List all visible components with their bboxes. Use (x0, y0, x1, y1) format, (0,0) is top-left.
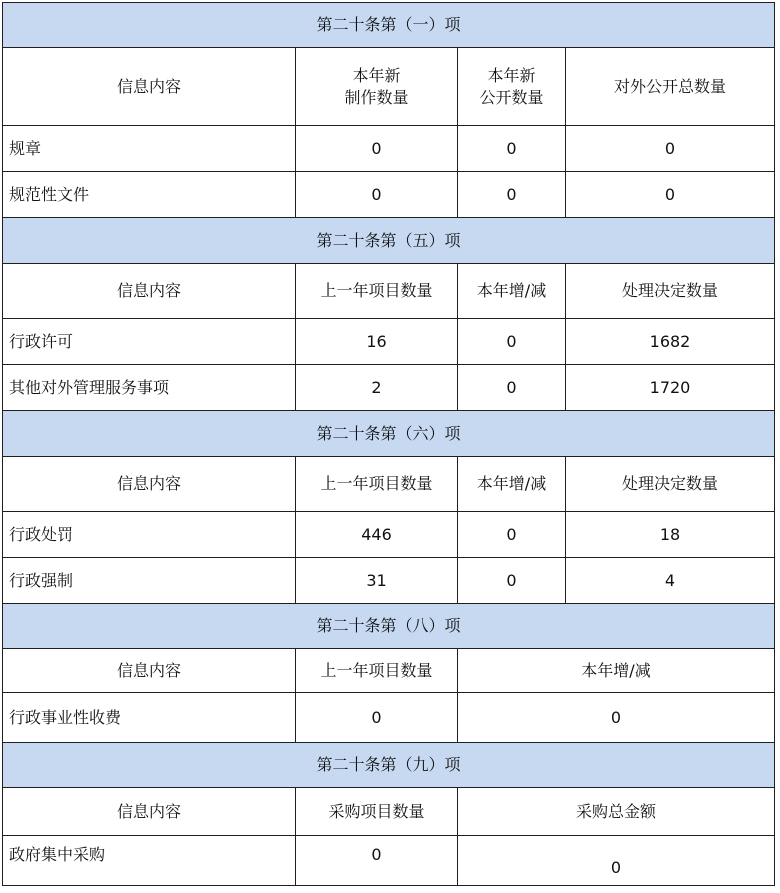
column-header-prior-year-count: 上一年项目数量 (296, 457, 458, 512)
cell-value: 0 (458, 365, 566, 411)
cell-value: 0 (458, 836, 775, 886)
column-header-decision-count: 处理决定数量 (566, 264, 775, 319)
section-header-row (3, 604, 775, 649)
column-header-change: 本年增/减 (458, 649, 775, 693)
column-header-content: 信息内容 (3, 457, 296, 512)
section-header-row (3, 3, 775, 48)
table-row (3, 512, 775, 558)
table-row (3, 365, 775, 411)
row-label: 政府集中采购 (3, 836, 296, 886)
cell-value: 0 (458, 172, 566, 218)
section-title: 第二十条第（五）项 (3, 218, 775, 264)
column-header-change: 本年增/减 (458, 264, 566, 319)
column-header-content: 信息内容 (3, 264, 296, 319)
row-label: 行政事业性收费 (3, 693, 296, 743)
cell-value: 1720 (566, 365, 775, 411)
column-header-decision-count: 处理决定数量 (566, 457, 775, 512)
cell-value: 0 (458, 558, 566, 604)
cell-value: 0 (296, 693, 458, 743)
cell-value: 0 (458, 693, 775, 743)
row-label: 其他对外管理服务事项 (3, 365, 296, 411)
section-title: 第二十条第（九）项 (3, 743, 775, 788)
cell-value: 16 (296, 319, 458, 365)
column-header-new-published: 本年新 公开数量 (458, 48, 566, 126)
cell-value: 0 (458, 512, 566, 558)
cell-value: 18 (566, 512, 775, 558)
cell-value: 0 (296, 836, 458, 886)
section-title: 第二十条第（一）项 (3, 3, 775, 48)
table-row (3, 319, 775, 365)
disclosure-table (2, 2, 775, 886)
cell-value: 4 (566, 558, 775, 604)
column-header-row (3, 649, 775, 693)
cell-value: 2 (296, 365, 458, 411)
row-label: 规章 (3, 126, 296, 172)
cell-value: 0 (566, 126, 775, 172)
column-header-change: 本年增/减 (458, 457, 566, 512)
section-header-row (3, 743, 775, 788)
row-label: 行政强制 (3, 558, 296, 604)
section-header-row (3, 411, 775, 457)
column-header-content: 信息内容 (3, 649, 296, 693)
column-header-row (3, 264, 775, 319)
column-header-prior-year-count: 上一年项目数量 (296, 264, 458, 319)
column-header-prior-year-count: 上一年项目数量 (296, 649, 458, 693)
column-header-content: 信息内容 (3, 48, 296, 126)
cell-value: 0 (458, 126, 566, 172)
cell-value: 1682 (566, 319, 775, 365)
cell-value: 0 (296, 172, 458, 218)
column-header-content: 信息内容 (3, 788, 296, 836)
column-header-new-produced: 本年新 制作数量 (296, 48, 458, 126)
column-header-row (3, 788, 775, 836)
column-header-purchase-count: 采购项目数量 (296, 788, 458, 836)
section-header-row (3, 218, 775, 264)
cell-value: 0 (566, 172, 775, 218)
table-row (3, 172, 775, 218)
table-row (3, 126, 775, 172)
row-label: 行政许可 (3, 319, 296, 365)
section-title: 第二十条第（六）项 (3, 411, 775, 457)
table-row (3, 836, 775, 886)
cell-value: 446 (296, 512, 458, 558)
cell-value: 0 (296, 126, 458, 172)
table-row (3, 558, 775, 604)
row-label: 行政处罚 (3, 512, 296, 558)
cell-value: 31 (296, 558, 458, 604)
column-header-row (3, 457, 775, 512)
column-header-purchase-amount: 采购总金额 (458, 788, 775, 836)
column-header-total-published: 对外公开总数量 (566, 48, 775, 126)
column-header-row (3, 48, 775, 126)
table-row (3, 693, 775, 743)
section-title: 第二十条第（八）项 (3, 604, 775, 649)
cell-value: 0 (458, 319, 566, 365)
row-label: 规范性文件 (3, 172, 296, 218)
